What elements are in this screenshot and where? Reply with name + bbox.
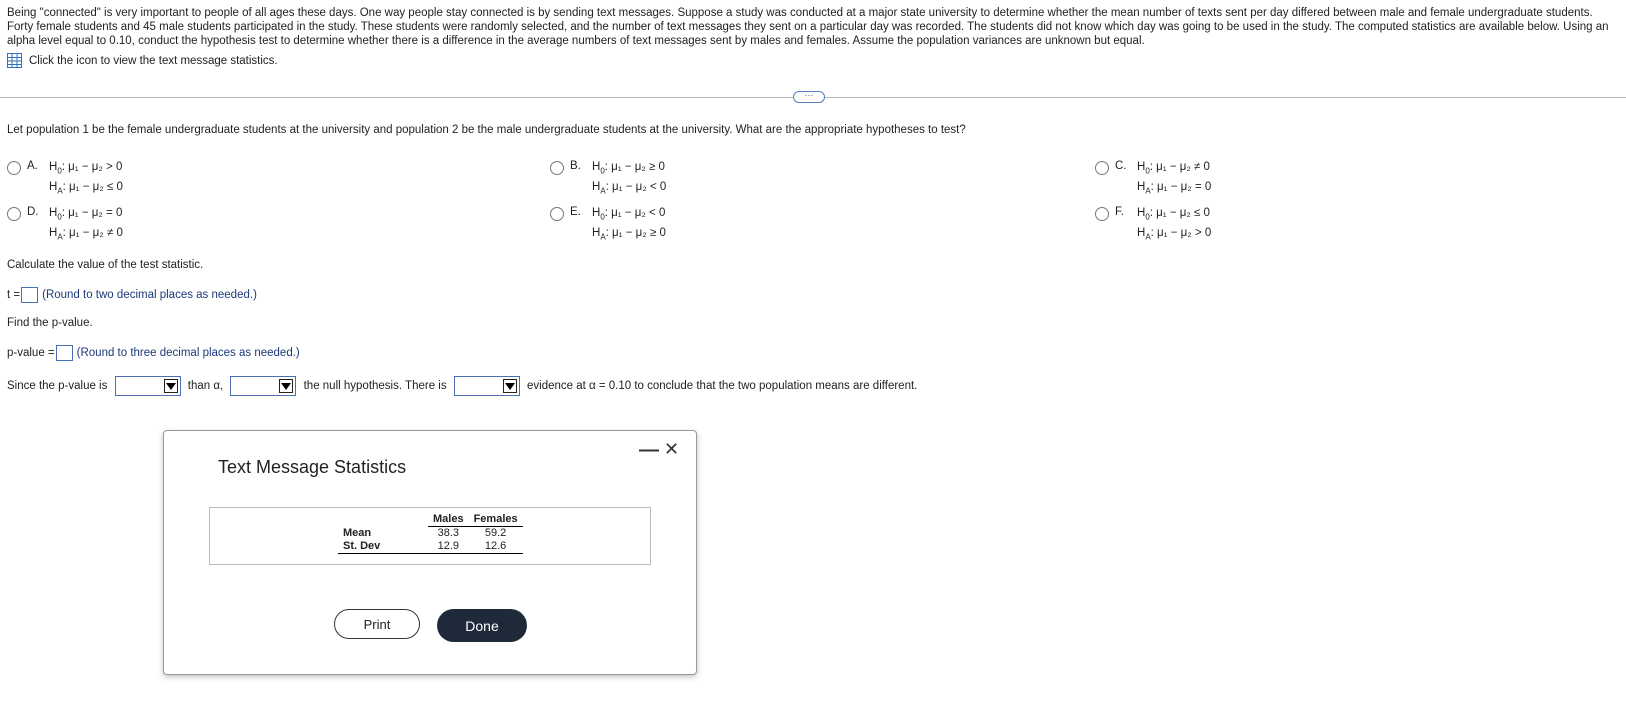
conclusion-text-3: the null hypothesis. There is <box>303 380 447 393</box>
cell-males-mean: 38.3 <box>437 527 459 539</box>
test-stat-prompt: Calculate the value of the test statistic. <box>7 259 204 271</box>
ha-label: H <box>1137 181 1146 194</box>
dropdown-arrow-icon[interactable] <box>279 379 293 393</box>
ha-label: H <box>49 227 58 240</box>
radio-option-d[interactable] <box>7 207 21 221</box>
ha-expression: : μ₁ − μ₂ > 0 <box>1150 227 1212 240</box>
evidence-dropdown[interactable] <box>454 376 520 396</box>
ha-sub: A <box>57 232 63 242</box>
statistics-table <box>338 512 523 554</box>
h0-sub: 0 <box>600 212 605 222</box>
ha-expression: : μ₁ − μ₂ ≠ 0 <box>62 227 123 240</box>
statistics-popup <box>163 430 697 675</box>
row-label: Mean <box>343 526 372 539</box>
popup-title: Text Message Statistics <box>218 457 407 477</box>
radio-option-a[interactable] <box>7 161 21 175</box>
cell-males-sd: 12.9 <box>428 540 469 554</box>
ha-sub: A <box>600 232 606 242</box>
h0-label: H <box>1137 161 1146 173</box>
h0-sub: 0 <box>1145 166 1150 176</box>
dropdown-arrow-icon[interactable] <box>164 379 178 393</box>
h0-label: H <box>592 161 601 173</box>
pvalue-label: p-value = <box>7 347 55 360</box>
conclusion-row <box>7 376 917 396</box>
option-c[interactable] <box>1095 159 1211 200</box>
option-d[interactable] <box>7 205 123 246</box>
statistics-table-frame <box>209 507 651 565</box>
option-letter: E. <box>570 206 581 218</box>
h0-sub: 0 <box>1145 212 1150 222</box>
option-e[interactable] <box>550 205 666 246</box>
pvalue-row <box>7 345 300 361</box>
radio-option-b[interactable] <box>550 161 564 175</box>
ha-label: H <box>1137 227 1146 240</box>
t-input[interactable] <box>21 287 38 303</box>
radio-option-f[interactable] <box>1095 207 1109 221</box>
pvalue-prompt: Find the p-value. <box>7 317 93 329</box>
ha-expression: : μ₁ − μ₂ = 0 <box>1150 181 1212 194</box>
radio-option-e[interactable] <box>550 207 564 221</box>
statistics-link-label[interactable]: Click the icon to view the text message statistics. <box>29 54 278 67</box>
test-stat-row <box>7 287 257 303</box>
header-males: Males <box>428 512 469 527</box>
ha-sub: A <box>600 186 606 196</box>
expand-button[interactable]: ··· <box>793 91 825 103</box>
table-icon[interactable] <box>7 53 22 68</box>
option-letter: B. <box>570 160 581 172</box>
table-row <box>338 540 523 554</box>
cell-females-mean: 59.2 <box>484 527 507 539</box>
close-icon[interactable]: ✕ <box>664 439 680 459</box>
h0-label: H <box>1137 207 1146 219</box>
ha-expression: : μ₁ − μ₂ ≤ 0 <box>62 181 123 194</box>
h0-sub: 0 <box>57 212 62 222</box>
h0-label: H <box>592 207 601 219</box>
decision-dropdown[interactable] <box>230 376 296 396</box>
hypotheses-question: Let population 1 be the female undergraduate students at the university and population 2 be the male undergraduate students at the university. What are the appropriate hypotheses to test? <box>7 124 966 136</box>
option-b[interactable] <box>550 159 666 200</box>
table-header-row <box>338 512 523 527</box>
ha-expression: : μ₁ − μ₂ ≥ 0 <box>605 227 666 240</box>
row-label: St. Dev <box>338 540 428 554</box>
comparison-dropdown[interactable] <box>115 376 181 396</box>
option-letter: F. <box>1115 206 1124 218</box>
h0-expression: : μ₁ − μ₂ > 0 <box>61 161 123 173</box>
conclusion-text-2: than α, <box>187 380 224 393</box>
pvalue-hint: (Round to three decimal places as needed.) <box>76 347 300 360</box>
ha-expression: : μ₁ − μ₂ < 0 <box>605 181 667 194</box>
h0-label: H <box>49 207 58 219</box>
statistics-link[interactable] <box>7 53 278 68</box>
pvalue-input[interactable] <box>56 345 73 361</box>
header-females: Females <box>469 512 523 527</box>
h0-expression: : μ₁ − μ₂ ≠ 0 <box>1149 161 1210 173</box>
option-f[interactable] <box>1095 205 1211 246</box>
dropdown-arrow-icon[interactable] <box>503 379 517 393</box>
table-row <box>338 527 523 541</box>
print-button[interactable]: Print <box>334 609 420 639</box>
ha-label: H <box>49 181 58 194</box>
h0-sub: 0 <box>57 166 62 176</box>
h0-label: H <box>49 161 58 173</box>
cell-females-sd: 12.6 <box>469 540 523 554</box>
ha-label: H <box>592 181 601 194</box>
ha-sub: A <box>1145 232 1151 242</box>
option-letter: A. <box>27 160 38 172</box>
done-button[interactable]: Done <box>437 609 527 642</box>
problem-statement: Being "connected" is very important to people of all ages these days. One way people stay connected is by sending text messages. Suppose a study was conducted at a major state university to determine whether the mean number of texts sent per day differed between male and female undergraduate students. Forty female students and 45 male students participated in the study. These students were randomly selected, and the number of text messages they sent on a particular day was recorded. The students did not know which day was going to be used in the study. The computed statistics are available below. Using an alpha level equal to 0.10, conduct the hypothesis test to determine whether there is a difference in the average numbers of text messages sent by males and females. Assume the population variances are unknown but equal. <box>7 7 1609 47</box>
h0-expression: : μ₁ − μ₂ < 0 <box>604 207 666 219</box>
minimize-icon[interactable]: — <box>639 439 659 461</box>
h0-expression: : μ₁ − μ₂ ≤ 0 <box>1149 207 1210 219</box>
t-label: t = <box>7 289 21 302</box>
h0-expression: : μ₁ − μ₂ ≥ 0 <box>604 161 665 173</box>
t-hint: (Round to two decimal places as needed.) <box>42 289 257 302</box>
ha-sub: A <box>1145 186 1151 196</box>
conclusion-text-1: Since the p-value is <box>7 380 108 393</box>
h0-sub: 0 <box>600 166 605 176</box>
option-a[interactable] <box>7 159 123 200</box>
option-letter: D. <box>27 206 39 218</box>
ha-label: H <box>592 227 601 240</box>
h0-expression: : μ₁ − μ₂ = 0 <box>61 207 123 219</box>
option-letter: C. <box>1115 160 1127 172</box>
conclusion-text-4: evidence at α = 0.10 to conclude that the two population means are different. <box>527 380 918 393</box>
radio-option-c[interactable] <box>1095 161 1109 175</box>
ha-sub: A <box>57 186 63 196</box>
